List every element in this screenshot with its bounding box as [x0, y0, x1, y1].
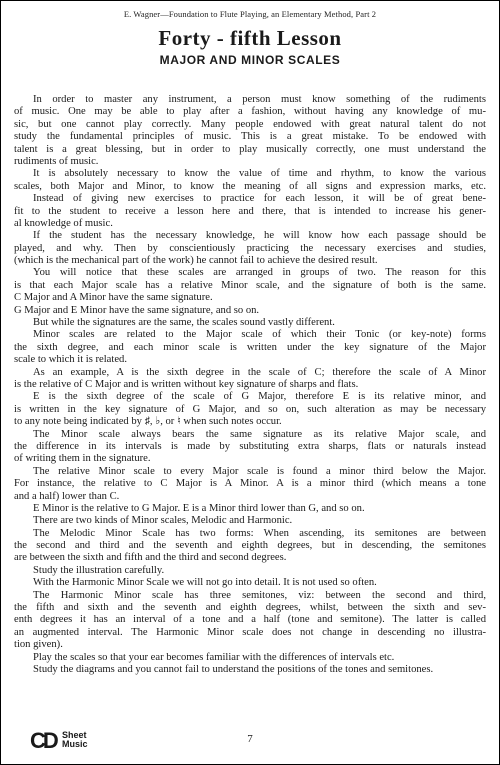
- text-line: The Harmonic Minor scale has three semitones, viz: between the second and third,: [33, 589, 486, 601]
- page-number: 7: [247, 733, 253, 745]
- text-line: is that each Major scale has a relative Minor scale, and the signature of both is the same.: [14, 279, 486, 291]
- text-line: With the Harmonic Minor Scale we will not go into detail. It is not used so often.: [33, 577, 377, 589]
- text-line: G Major and E Minor have the same signature, and so on.: [14, 304, 260, 316]
- text-line: E is the sixth degree of the scale of G Major, therefore E is its relative minor, and: [33, 391, 486, 403]
- text-line: Study the illustration carefully.: [33, 564, 165, 576]
- logo-mark: CD: [30, 728, 56, 753]
- logo-text: Sheet Music: [62, 730, 88, 749]
- text-line: is the relative of C Major and is written without key signature of sharps and flats.: [14, 378, 359, 390]
- text-line: There are two kinds of Minor scales, Melodic and Harmonic.: [33, 515, 293, 527]
- text-line: talent is a great blessing, but in order to play musically correctly, one must understand the: [14, 143, 486, 155]
- text-line: C Major and A Minor have the same signature.: [14, 292, 213, 304]
- text-line: enth degrees it has an interval of a tone and a half (tone and semitone). The latter is called: [14, 614, 486, 626]
- text-line: al knowledge of music.: [14, 217, 113, 229]
- text-line: For instance, the relative to C Major is A Minor. A is a minor third (which means a tone: [14, 478, 486, 490]
- text-line: The relative Minor scale to every Major scale is found a minor third below the Major.: [33, 465, 486, 477]
- text-line: the sixth degree, and each minor scale is written under the key signature of the Major: [14, 341, 486, 353]
- text-line: are between the sixth and fifth and the third and second degrees.: [14, 552, 287, 564]
- text-line: fit to the student to receive a lesson here and there, that is intended to increase his gener-: [14, 205, 486, 217]
- text-line: (which is the mechanical part of the work) he cannot fail to achieve the desired result.: [14, 255, 378, 267]
- text-line: scale to which it is related.: [14, 354, 127, 366]
- text-line: and a half) lower than C.: [14, 490, 120, 502]
- text-line: of music. One may be able to play after a fashion, without having any knowledge of mu-: [14, 106, 486, 118]
- text-line: rudiments of music.: [14, 155, 99, 167]
- text-line: the difference in its intervals is made by substituting extra sharps, flats or naturals instead: [14, 440, 486, 452]
- lesson-body-text: [14, 94, 486, 676]
- text-line: played, and why. Then by conscientiously practicing the necessary exercises and studies,: [14, 242, 486, 254]
- text-line: It is absolutely necessary to know the value of time and rhythm, to know the various: [33, 168, 486, 180]
- text-line: study the fundamental principles of music. This is a great mistake. To be endowed with: [14, 131, 486, 143]
- text-line: But while the signatures are the same, the scales sound vastly different.: [33, 317, 335, 329]
- text-line: the second and third and the seventh and eighth degrees, but in descending, the semitones: [14, 540, 486, 552]
- text-line: to any note being indicated by ♯, ♭, or ♮ when such notes occur.: [14, 416, 282, 428]
- text-line: Minor scales are related to the Major scale of which their Tonic (or key-note) forms: [33, 329, 486, 341]
- text-line: The Melodic Minor Scale has two forms: When ascending, its semitones are between: [33, 527, 486, 539]
- text-line: tion given).: [14, 639, 63, 651]
- text-line: an augmented interval. The Harmonic Minor scale does not change in descending no illustra-: [14, 626, 486, 638]
- lesson-subtitle: MAJOR AND MINOR SCALES: [159, 53, 341, 67]
- text-line: the fifth and sixth and the seventh and eighth degrees, whilst, between the sixth and sev-: [14, 602, 486, 614]
- text-line: As an example, A is the sixth degree in the scale of C; therefore the scale of A Minor: [33, 366, 486, 378]
- text-line: Instead of giving new exercises to practice for each lesson, it will be of great bene-: [33, 193, 486, 205]
- text-line: You will notice that these scales are arranged in groups of two. The reason for this: [33, 267, 486, 279]
- lesson-title: Forty - fifth Lesson: [158, 26, 342, 50]
- text-line: is written in the key signature of G Major, and so on, such alteration as may be necessary: [14, 403, 486, 415]
- text-line: Play the scales so that your ear becomes familiar with the differences of intervals etc.: [33, 651, 395, 663]
- text-line: of writing them in the signature.: [14, 453, 151, 465]
- text-line: If the student has the necessary knowledge, he will know how each passage should be: [33, 230, 486, 242]
- text-line: Study the diagrams and you cannot fail to understand the positions of the tones and semitones.: [33, 663, 434, 675]
- text-line: E Minor is the relative to G Major. E is a Minor third lower than G, and so on.: [33, 502, 365, 514]
- text-line: sic, but one cannot play correctly. Many people endowed with great natural talent do not: [14, 118, 486, 130]
- text-line: scales, both Major and Minor, to know the meaning of all signs and expression marks, etc.: [14, 180, 486, 192]
- text-line: In order to master any instrument, a person must know something of the rudiments: [33, 94, 486, 105]
- text-line: The Minor scale always bears the same signature as its relative Major scale, and: [33, 428, 486, 440]
- running-head: E. Wagner—Foundation to Flute Playing, an Elementary Method, Part 2: [123, 9, 377, 19]
